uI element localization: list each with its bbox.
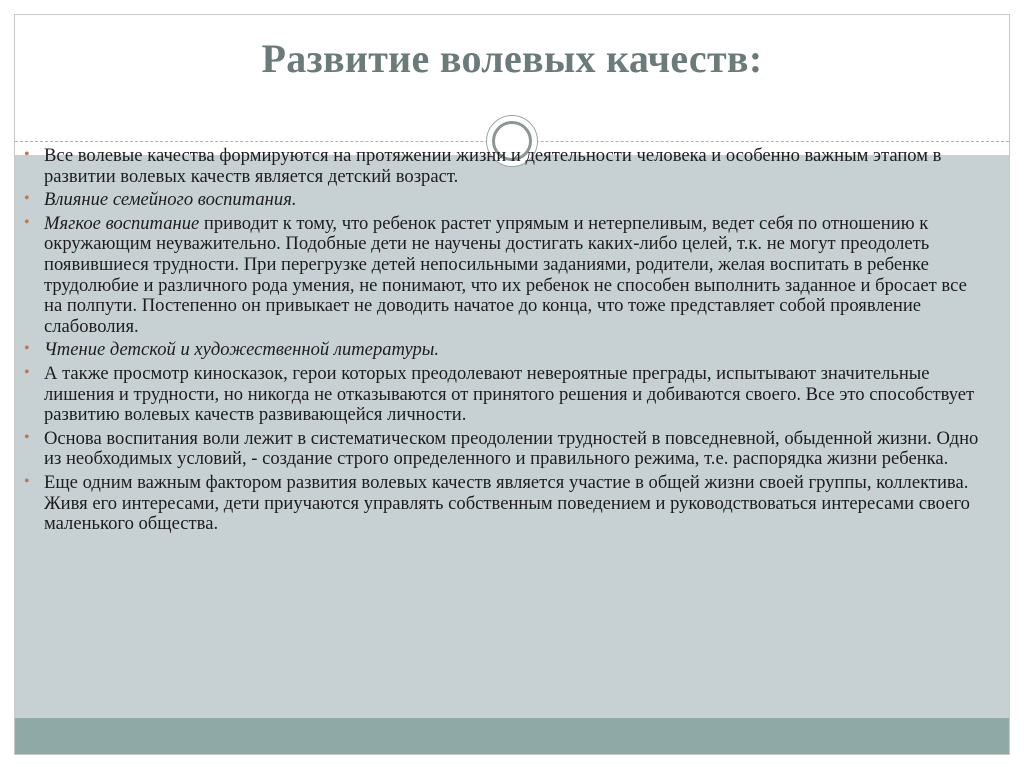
bullet-text: Еще одним важным фактором развития волевых качеств является участие в общей жизни своей группы, коллектива. Живя его интересами, дети приучаются управлять собственным поведением и руководствоваться интересами своего маленького общества. (44, 471, 970, 535)
list-item (22, 429, 982, 470)
list-item (22, 364, 982, 426)
bullet-icon: • (24, 428, 30, 446)
footer-bar (15, 718, 1009, 754)
bullet-text: А также просмотр киносказок, герои которых преодолевают невероятные преграды, испытывают значительные лишения и трудности, но никогда не отказываются от принятого решения и добиваются своего. Все это способствует развитию волевых качеств развивающейся личности. (44, 362, 975, 426)
list-item (22, 190, 982, 211)
bullet-icon: • (24, 190, 30, 208)
bullet-icon: • (24, 340, 30, 358)
bullet-text: приводит к тому, что ребенок растет упрямым и нетерпеливым, ведет себя по отношению к окружающим неуважительно. Подобные дети не научены достигать каких-либо целей, т.к. не могут преодолеть появившиеся трудности. При перегрузке детей непосильными заданиями, родители, желая воспитать в ребенке трудолюбие и различного рода умения, не понимают, что их ребенок не способен выполнить заданное и бросает все на полпути. Постепенно он привыкает не доводить начатое до конца, что тоже представляет собой проявление слабоволия. (44, 212, 967, 337)
bullet-list (22, 146, 982, 538)
list-item (22, 340, 982, 361)
bullet-icon: • (24, 213, 30, 231)
bullet-italic-text: Влияние семейного воспитания. (44, 189, 297, 211)
list-item (22, 473, 982, 535)
list-item (22, 146, 982, 187)
bullet-icon: • (24, 472, 30, 490)
bullet-text: Все волевые качества формируются на протяжении жизни и деятельности человека и особенно важным этапом в развитии волевых качеств является детский возраст. (44, 145, 942, 187)
bullet-icon: • (24, 363, 30, 381)
bullet-italic-text: Мягкое воспитание (44, 212, 200, 234)
bullet-italic-text: Чтение детской и художественной литературы. (44, 339, 440, 361)
slide-title: Развитие волевых качеств: (261, 36, 763, 81)
list-item (22, 214, 982, 338)
bullet-text: Основа воспитания воли лежит в систематическом преодолении трудностей в повседневной, обыденной жизни. Одно из необходимых условий, - создание строго определенного и правильного режима, т.е. распорядка жизни ребенка. (44, 427, 979, 470)
bullet-icon: • (24, 146, 30, 163)
